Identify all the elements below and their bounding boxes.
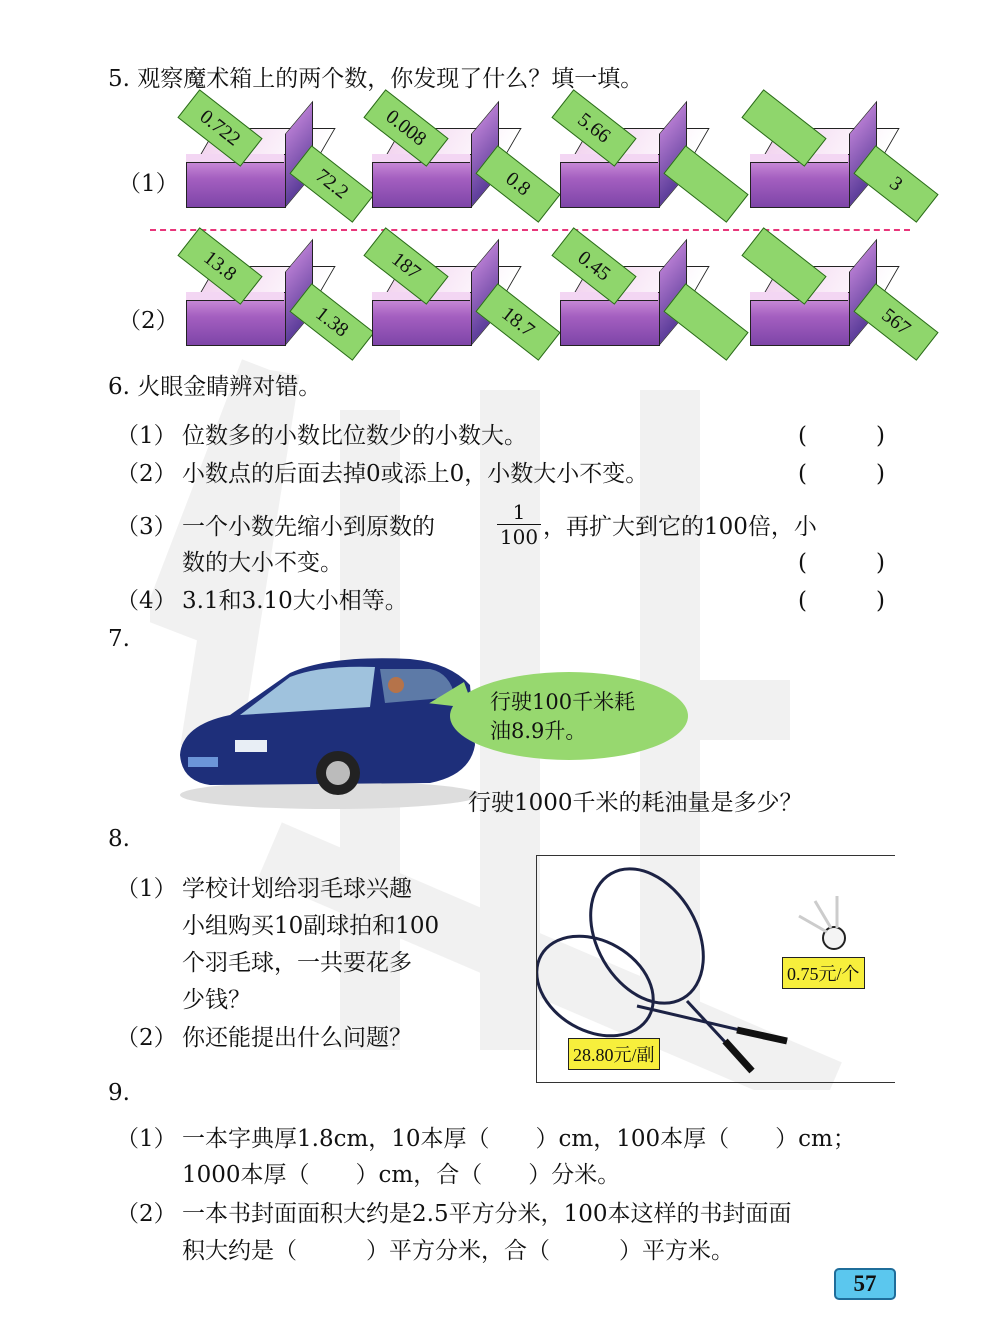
output-card: 72.2	[289, 145, 374, 223]
q9-item1-label: （1）	[116, 1126, 177, 1152]
output-card: 3	[853, 145, 938, 223]
output-card: 18.7	[475, 283, 560, 361]
input-card: 13.8	[177, 227, 262, 305]
bubble-line-1: 行驶100千米耗	[490, 690, 636, 714]
bubble-line-2: 油8.9升。	[490, 719, 587, 743]
shuttlecock-price-tag: 0.75元/个	[782, 957, 865, 989]
magic-box	[372, 247, 542, 346]
q6-item3-text-a: 一个小数先缩小到原数的	[182, 514, 435, 540]
q9-item1-line1: 一本字典厚1.8cm，10本厚（ ）cm，100本厚（ ）cm；	[182, 1126, 856, 1152]
answer-blank[interactable]: ( )	[798, 588, 885, 614]
q8-item1-line: 个羽毛球，一共要花多	[182, 950, 412, 976]
input-card: 0.45	[551, 227, 636, 305]
fraction-numerator: 1	[512, 500, 526, 524]
q6-item3-text-c: 数的大小不变。	[182, 550, 343, 576]
input-card: 0.008	[363, 89, 448, 167]
input-card: 0.722	[177, 89, 262, 167]
magic-box	[372, 105, 542, 208]
q5-row1-label: （1）	[118, 171, 179, 197]
car-illustration	[170, 645, 490, 815]
speech-bubble	[450, 672, 688, 760]
q6-item4-text: 3.1和3.10大小相等。	[182, 588, 408, 614]
q8-number: 8.	[108, 826, 130, 852]
q7-question: 行驶1000千米的耗油量是多少？	[468, 790, 803, 816]
q8-item2-label: （2）	[116, 1025, 177, 1051]
divider-dashed	[150, 229, 910, 231]
q5-title: 5. 观察魔术箱上的两个数，你发现了什么？填一填。	[108, 66, 644, 92]
q7-number: 7.	[108, 626, 130, 652]
magic-box	[560, 246, 730, 346]
q8-item2-line: 你还能提出什么问题？	[182, 1025, 412, 1051]
q9-item1-line2: 1000本厚（ ）cm，合（ ）分米。	[182, 1162, 621, 1188]
q6-item2-label: （2）	[116, 461, 177, 487]
output-card: 1.38	[289, 283, 374, 361]
q6-item3-label: （3）	[116, 514, 177, 540]
magic-box	[750, 118, 920, 208]
q9-number: 9.	[108, 1080, 130, 1106]
answer-blank[interactable]: ( )	[798, 423, 885, 449]
q8-item1-label: （1）	[116, 876, 177, 902]
input-card: 187	[363, 227, 448, 305]
q9-item2-label: （2）	[116, 1201, 177, 1227]
page-number: 57	[834, 1268, 896, 1300]
racket-price-tag: 28.80元/副	[568, 1038, 660, 1070]
magic-box	[186, 246, 356, 346]
fraction-denominator: 100	[499, 525, 539, 549]
output-card: 0.8	[475, 145, 560, 223]
output-card-blank[interactable]	[663, 145, 748, 223]
q8-item1-line: 少钱？	[182, 987, 251, 1013]
answer-blank[interactable]: ( )	[798, 550, 885, 576]
q6-item2-text: 小数点的后面去掉0或添上0，小数大小不变。	[182, 461, 649, 487]
magic-box	[750, 256, 920, 346]
q8-item1-line: 学校计划给羽毛球兴趣	[182, 876, 412, 902]
magic-box	[186, 105, 356, 208]
q6-title: 6. 火眼金睛辨对错。	[108, 374, 322, 400]
q9-item2-line2: 积大约是（ ）平方分米，合（ ）平方米。	[182, 1238, 734, 1264]
q5-row2-label: （2）	[118, 308, 179, 334]
q8-item1-line: 小组购买10副球拍和100	[182, 913, 440, 939]
q9-item2-line1: 一本书封面面积大约是2.5平方分米，100本这样的书封面面	[182, 1201, 792, 1227]
fraction	[497, 502, 541, 547]
q6-item4-label: （4）	[116, 588, 177, 614]
answer-blank[interactable]: ( )	[798, 461, 885, 487]
output-card: 567	[853, 283, 938, 361]
q6-item1-label: （1）	[116, 423, 177, 449]
q6-item3-text-b: ，再扩大到它的100倍，小	[543, 514, 817, 540]
q6-item1-text: 位数多的小数比位数少的小数大。	[182, 423, 527, 449]
input-card: 5.66	[551, 89, 636, 167]
magic-box	[560, 108, 730, 208]
